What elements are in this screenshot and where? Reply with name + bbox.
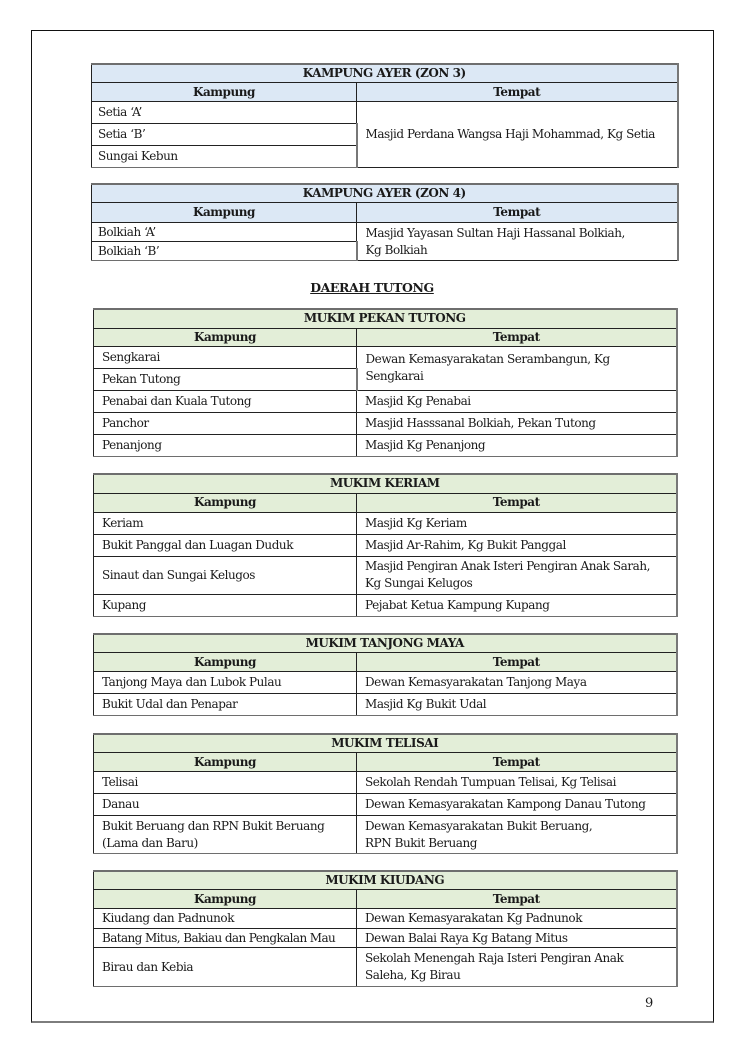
cell-tempat <box>357 556 677 594</box>
column-header-kampung: Kampung <box>94 653 357 672</box>
cell-tempat: Masjid Ar-Rahim, Kg Bukit Panggal <box>357 534 677 556</box>
section-heading-daerah-tutong: DAERAH TUTONG <box>310 280 434 295</box>
cell-kampung: Sinaut dan Sungai Kelugos <box>94 556 357 594</box>
cell-tempat: Masjid Perdana Wangsa Haji Mohammad, Kg Setia <box>357 102 678 168</box>
column-header-kampung: Kampung <box>92 83 357 102</box>
cell-tempat <box>357 816 677 854</box>
table-title: KAMPUNG AYER (ZON 3) <box>92 64 678 83</box>
cell-tempat-line: Dewan Kemasyarakatan Serambangun, Kg <box>365 352 610 366</box>
cell-tempat: Dewan Kemasyarakatan Kg Padnunok <box>357 909 677 929</box>
column-header-tempat: Tempat <box>357 328 677 346</box>
column-header-tempat: Tempat <box>357 493 677 512</box>
table-mukim-tanjong-maya <box>93 633 678 716</box>
cell-kampung: Bolkiah ‘B’ <box>92 242 357 261</box>
cell-tempat <box>357 223 678 261</box>
column-header-tempat: Tempat <box>357 753 677 772</box>
cell-kampung: Setia ‘A’ <box>92 102 357 124</box>
cell-kampung: Birau dan Kebia <box>94 948 357 987</box>
column-header-tempat: Tempat <box>357 653 677 672</box>
cell-tempat: Masjid Kg Penanjong <box>357 434 677 456</box>
cell-kampung: Pekan Tutong <box>94 368 357 390</box>
cell-kampung-line: Bukit Beruang dan RPN Bukit Beruang <box>102 818 325 833</box>
cell-tempat <box>357 346 677 390</box>
cell-kampung: Kupang <box>94 594 357 616</box>
cell-kampung: Tanjong Maya dan Lubok Pulau <box>94 672 357 694</box>
cell-tempat-line: Saleha, Kg Birau <box>365 968 461 982</box>
cell-kampung: Keriam <box>94 512 357 534</box>
cell-tempat: Pejabat Ketua Kampung Kupang <box>357 594 677 616</box>
table-kampung-ayer-zon-4 <box>91 183 679 261</box>
cell-tempat-line: Kg Sungai Kelugos <box>365 576 473 590</box>
cell-kampung: Sungai Kebun <box>92 146 357 168</box>
cell-kampung-line: (Lama dan Baru) <box>102 835 198 850</box>
cell-tempat: Masjid Kg Penabai <box>357 390 677 412</box>
table-kampung-ayer-zon-3 <box>91 63 679 168</box>
column-header-tempat: Tempat <box>357 83 678 102</box>
column-header-kampung: Kampung <box>94 493 357 512</box>
cell-tempat-line: Dewan Kemasyarakatan Bukit Beruang, <box>365 818 593 833</box>
column-header-kampung: Kampung <box>92 203 357 223</box>
cell-kampung: Bolkiah ‘A’ <box>92 223 357 242</box>
column-header-kampung: Kampung <box>94 890 357 909</box>
column-header-tempat: Tempat <box>357 203 678 223</box>
cell-tempat: Sekolah Rendah Tumpuan Telisai, Kg Telisai <box>357 772 677 794</box>
cell-kampung: Danau <box>94 794 357 816</box>
cell-tempat: Masjid Hasssanal Bolkiah, Pekan Tutong <box>357 412 677 434</box>
cell-kampung <box>94 816 357 854</box>
cell-tempat-line: Kg Bolkiah <box>365 242 428 257</box>
cell-kampung: Penanjong <box>94 434 357 456</box>
table-mukim-kiudang <box>93 870 678 987</box>
cell-tempat: Dewan Balai Raya Kg Batang Mitus <box>357 929 677 948</box>
cell-kampung: Bukit Panggal dan Luagan Duduk <box>94 534 357 556</box>
table-title: MUKIM TELISAI <box>94 734 677 753</box>
cell-kampung: Sengkarai <box>94 346 357 368</box>
cell-tempat-line: RPN Bukit Beruang <box>365 835 478 850</box>
table-mukim-telisai <box>93 733 678 854</box>
table-title: MUKIM KERIAM <box>94 474 677 493</box>
cell-kampung: Panchor <box>94 412 357 434</box>
cell-tempat-line: Masjid Yayasan Sultan Haji Hassanal Bolkiah, <box>365 225 625 240</box>
table-title: KAMPUNG AYER (ZON 4) <box>92 184 678 203</box>
cell-tempat: Masjid Kg Keriam <box>357 512 677 534</box>
cell-tempat: Masjid Kg Bukit Udal <box>357 694 677 716</box>
cell-kampung: Penabai dan Kuala Tutong <box>94 390 357 412</box>
table-mukim-keriam <box>93 473 678 617</box>
column-header-kampung: Kampung <box>94 328 357 346</box>
cell-tempat: Dewan Kemasyarakatan Kampong Danau Tutong <box>357 794 677 816</box>
cell-tempat: Dewan Kemasyarakatan Tanjong Maya <box>357 672 677 694</box>
table-mukim-pekan-tutong <box>93 308 678 457</box>
cell-tempat-line: Sekolah Menengah Raja Isteri Pengiran Anak <box>365 951 624 965</box>
column-header-kampung: Kampung <box>94 753 357 772</box>
column-header-tempat: Tempat <box>357 890 677 909</box>
cell-kampung: Bukit Udal dan Penapar <box>94 694 357 716</box>
table-title: MUKIM TANJONG MAYA <box>94 634 677 653</box>
cell-kampung: Setia ‘B’ <box>92 124 357 146</box>
cell-kampung: Kiudang dan Padnunok <box>94 909 357 929</box>
cell-kampung: Batang Mitus, Bakiau dan Pengkalan Mau <box>94 929 357 948</box>
table-title: MUKIM KIUDANG <box>94 871 677 890</box>
cell-tempat <box>357 948 677 987</box>
cell-tempat-line: Sengkarai <box>365 369 424 383</box>
table-title: MUKIM PEKAN TUTONG <box>94 309 677 328</box>
cell-tempat-line: Masjid Pengiran Anak Isteri Pengiran Anak Sarah, <box>365 559 650 573</box>
cell-kampung: Telisai <box>94 772 357 794</box>
page-number: 9 <box>645 996 654 1011</box>
